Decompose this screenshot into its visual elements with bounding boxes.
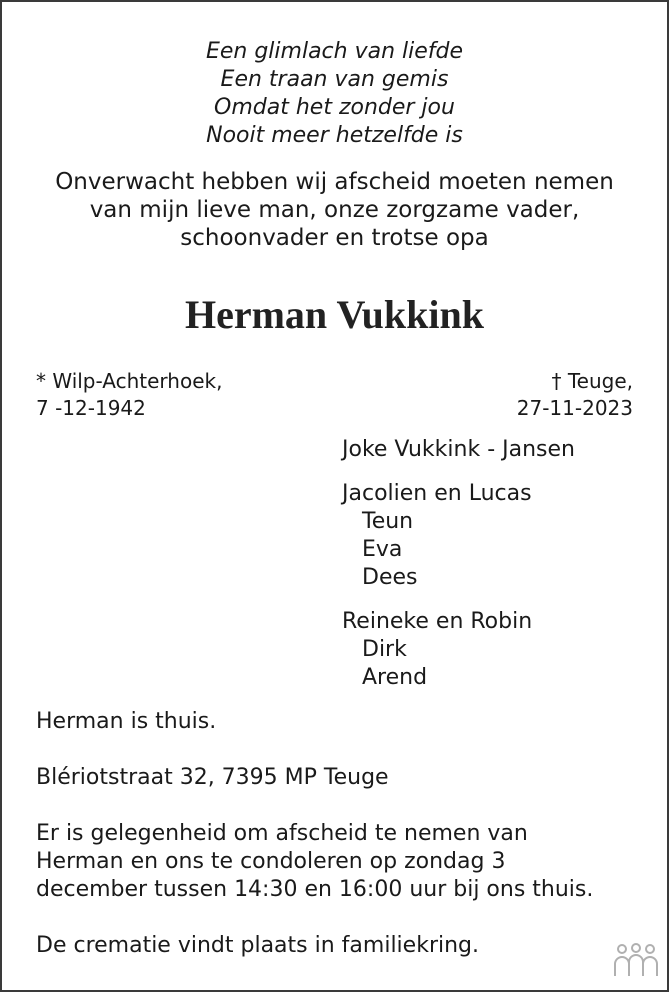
grandchild: Arend: [362, 665, 428, 690]
note-line: december tussen 14:30 en 16:00 uur bij ons thuis.: [36, 877, 594, 902]
grandchild: Dees: [362, 565, 418, 590]
poem-line: Een glimlach van liefde: [205, 39, 464, 64]
intro-text: [2, 168, 667, 252]
note-address: [36, 764, 593, 792]
family-list: [342, 436, 575, 708]
birth-info: [36, 368, 222, 422]
family-head: Joke Vukkink - Jansen: [342, 437, 575, 462]
grandchild: Dirk: [362, 637, 407, 662]
poem-line: Een traan van gemis: [220, 67, 449, 92]
note-line: Blériotstraat 32, 7395 MP Teuge: [36, 765, 389, 790]
poem-line: Nooit meer hetzelfde is: [206, 123, 463, 148]
note-line: Er is gelegenheid om afscheid te nemen van: [36, 821, 528, 846]
birth-date: 7 -12-1942: [36, 396, 146, 420]
death-place: † Teuge,: [551, 369, 633, 393]
deceased-name: Herman Vukkink: [184, 292, 485, 337]
family-group: [342, 480, 575, 592]
family-head: Reineke en Robin: [342, 609, 533, 634]
note-line: Herman en ons te condoleren op zondag 3: [36, 849, 506, 874]
intro-line: van mijn lieve man, onze zorgzame vader,: [89, 197, 580, 223]
family-group: [342, 436, 575, 464]
note-condolence: [36, 820, 593, 904]
grandchild: Eva: [362, 537, 403, 562]
note-line: Herman is thuis.: [36, 709, 217, 734]
birth-place: * Wilp-Achterhoek,: [36, 369, 223, 393]
intro-line: Onverwacht hebben wij afscheid moeten nemen: [55, 169, 614, 195]
family-group: [342, 608, 575, 692]
note-home: [36, 708, 593, 736]
death-date: 27-11-2023: [516, 396, 633, 420]
note-line: De crematie vindt plaats in familiekring.: [36, 933, 479, 958]
poem: [2, 38, 667, 150]
death-info: [517, 368, 633, 422]
intro-line: schoonvader en trotse opa: [180, 225, 489, 251]
family-head: Jacolien en Lucas: [342, 481, 532, 506]
grandchild: Teun: [362, 509, 414, 534]
poem-line: Omdat het zonder jou: [214, 95, 455, 120]
note-cremation: [36, 932, 593, 960]
notes: [36, 708, 593, 988]
family-people-icon: [612, 942, 660, 978]
